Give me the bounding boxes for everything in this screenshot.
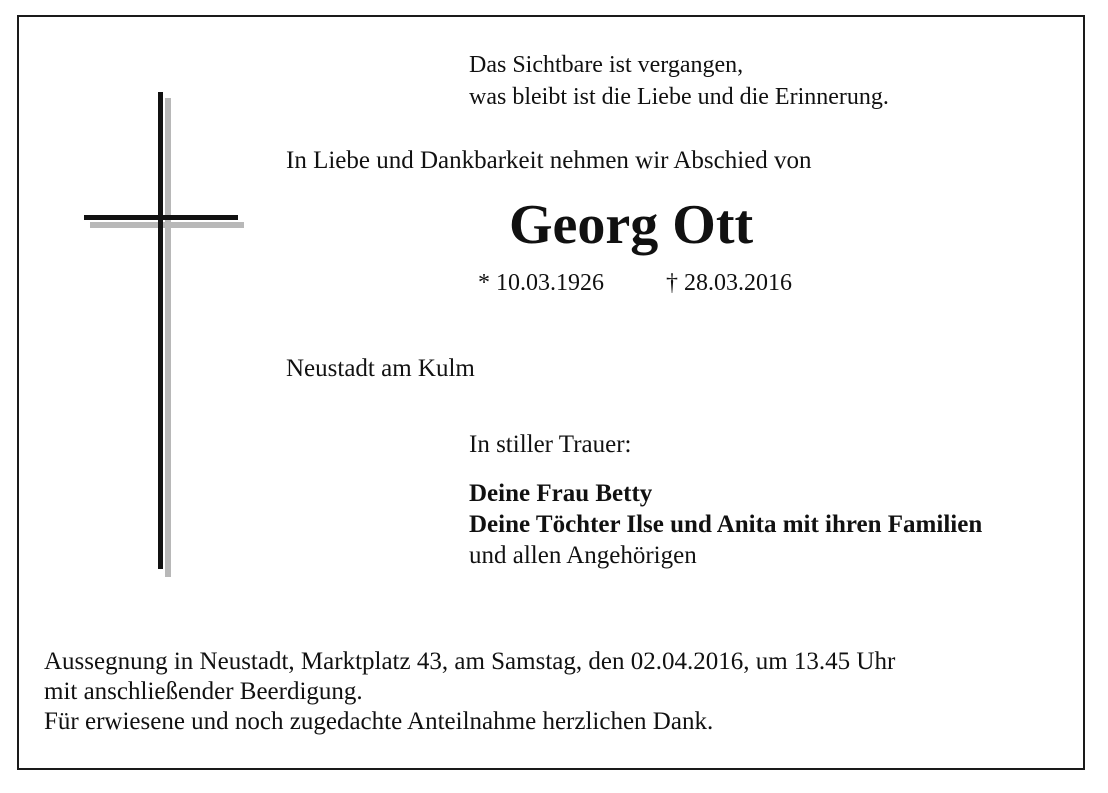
mourner-line: Deine Frau Betty (469, 480, 653, 507)
birth-date: * 10.03.1926 (478, 270, 604, 296)
motto-line: was bleibt ist die Liebe und die Erinnerung. (469, 84, 889, 110)
cross-beam-horizontal (84, 215, 238, 220)
service-info (44, 647, 895, 737)
cross-shadow-vertical (165, 98, 171, 577)
deceased-name: Georg Ott (509, 194, 754, 256)
intro-text: In Liebe und Dankbarkeit nehmen wir Abschied von (286, 147, 812, 174)
motto (469, 49, 889, 113)
death-date: † 28.03.2016 (666, 270, 792, 296)
mourners-list (469, 478, 982, 571)
place-of-residence: Neustadt am Kulm (286, 355, 475, 382)
mourner-line: Deine Töchter Ilse und Anita mit ihren Familien (469, 511, 983, 538)
mourner-line: und allen Angehörigen (469, 542, 697, 569)
service-line: Für erwiesene und noch zugedachte Anteilnahme herzlichen Dank. (44, 708, 714, 735)
cross-beam-vertical (158, 92, 163, 569)
cross-shadow-horizontal (90, 222, 244, 228)
service-line: mit anschließender Beerdigung. (44, 678, 363, 705)
mourning-label: In stiller Trauer: (469, 431, 632, 458)
motto-line: Das Sichtbare ist vergangen, (469, 52, 744, 78)
cross-icon (84, 92, 244, 577)
service-line: Aussegnung in Neustadt, Marktplatz 43, am Samstag, den 02.04.2016, um 13.45 Uhr (44, 648, 896, 675)
